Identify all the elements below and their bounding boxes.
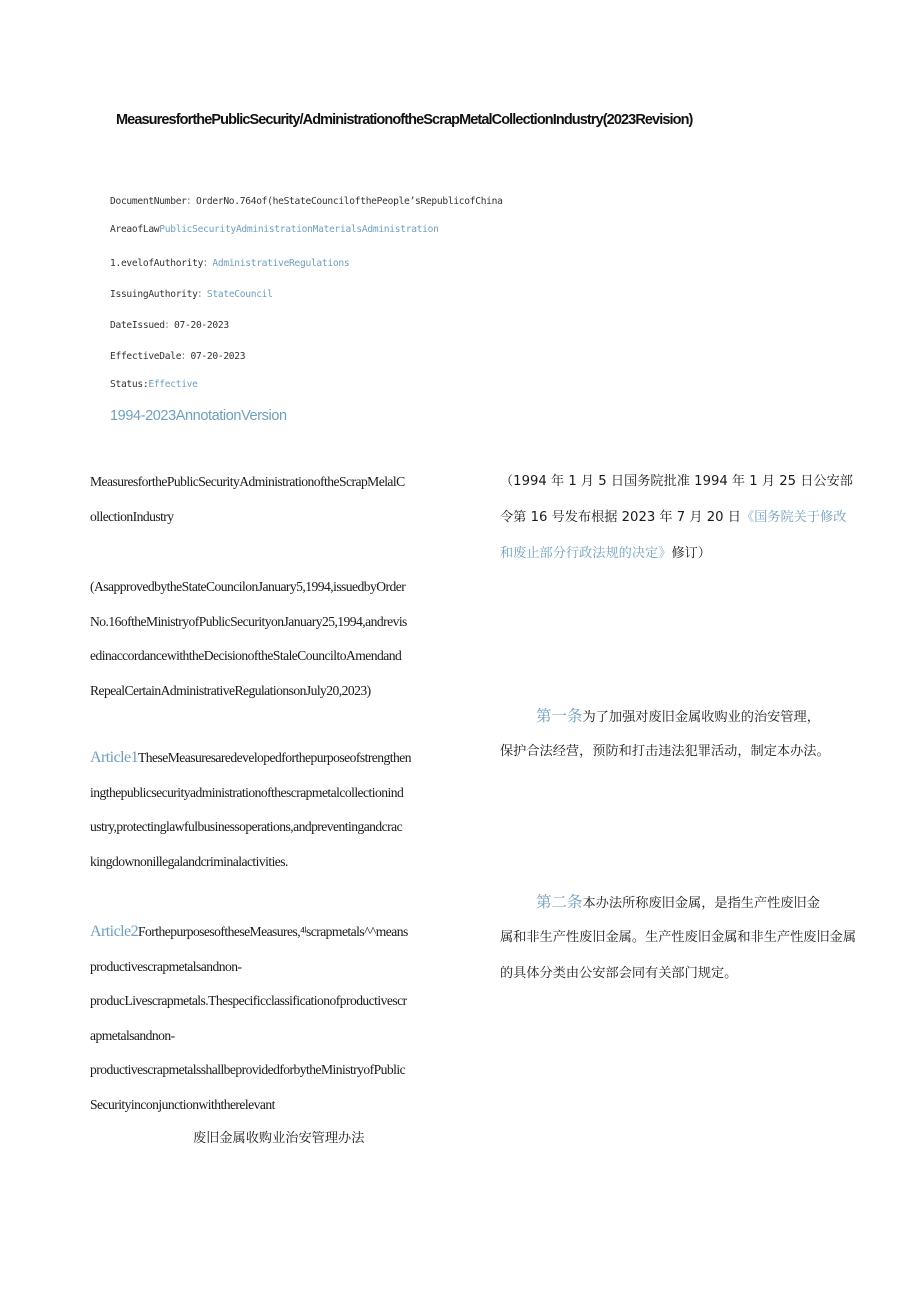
issuing-label: IssuingAuthority： bbox=[110, 289, 207, 300]
article-2-line: producLivescrapmetals.Thespecificclassificationofproductivescr bbox=[90, 993, 407, 1008]
level-link[interactable]: AdministrativeRegulations bbox=[212, 258, 350, 269]
chinese-note-line: （1994 年 1 月 5 日国务院批准 1994 年 1 月 25 日公安部 bbox=[500, 474, 853, 489]
article-1-line: TheseMeasuresaredevelopedforthepurposeofstrengthen bbox=[138, 750, 411, 765]
chinese-note-text: 修订） bbox=[671, 546, 711, 561]
level-label: 1.evelofAuthority： bbox=[110, 258, 213, 269]
chinese-decision-link[interactable]: 《国务院关于修改 bbox=[740, 510, 847, 525]
date-issued: DateIssued：07-20-2023 bbox=[110, 320, 229, 331]
english-note-line: RepealCertainAdministrativeRegulationsonJuly20,2023) bbox=[90, 682, 371, 698]
english-article-1 bbox=[90, 741, 488, 879]
level-of-authority bbox=[110, 255, 349, 269]
english-heading-line: MeasuresforthePublicSecurityAdministrationoftheScrapMelalC bbox=[90, 474, 405, 489]
effective-date: EffectiveDale：07-20-2023 bbox=[110, 351, 246, 362]
article-1-label[interactable]: Article1 bbox=[90, 749, 139, 766]
chinese-article-1-line: 保护合法经营，预防和打击违法犯罪活动，制定本办法。 bbox=[500, 744, 830, 759]
english-article-2 bbox=[90, 915, 488, 1122]
chinese-article-2-line: 属和非生产性废旧金属。生产性废旧金属和非生产性废旧金属 bbox=[500, 930, 857, 945]
article-2-line: ForthepurposesoftheseMeasures,⁴ˡscrapmetals^^means bbox=[138, 924, 408, 939]
article-2-line: productivescrapmetalsandnon- bbox=[90, 958, 242, 974]
english-note-line: edinaccordancewiththeDecisionoftheStaleCounciltoAmendand bbox=[90, 648, 402, 663]
article-1-line: kingdownonillegalandcriminalactivities. bbox=[90, 853, 288, 869]
area-of-law-label: AreaofLaw bbox=[110, 224, 160, 235]
status bbox=[110, 379, 198, 390]
article-2-label[interactable]: Article2 bbox=[90, 923, 139, 940]
page-footer-title: 废旧金属收购业治安管理办法 bbox=[193, 1131, 365, 1146]
issuing-link[interactable]: StateCouncil bbox=[206, 289, 273, 300]
article-2-line: Securityinconjunctionwiththerelevant bbox=[90, 1096, 275, 1112]
chinese-article-1-label[interactable]: 第一条 bbox=[536, 707, 583, 725]
english-note bbox=[90, 570, 488, 708]
page-title: MeasuresforthePublicSecurity/AdministrationoftheScrapMetalCollectionIndustry(2023Revision) bbox=[116, 112, 693, 128]
chinese-article-2-label[interactable]: 第二条 bbox=[536, 893, 583, 911]
article-2-line: apmetalsandnon- bbox=[90, 1027, 175, 1043]
article-1-line: ingthepublicsecurityadministrationofthescrapmetalcollectionind bbox=[90, 784, 404, 800]
english-heading bbox=[90, 465, 488, 534]
english-note-line: (AsapprovedbytheStateCouncilonJanuary5,1994,issuedbyOrder bbox=[90, 579, 406, 594]
status-label: Status: bbox=[110, 379, 149, 390]
chinese-decision-link[interactable]: 和废止部分行政法规的决定》 bbox=[500, 546, 672, 561]
english-note-line: No.16oftheMinistryofPublicSecurityonJanuary25,1994,andrevis bbox=[90, 613, 407, 629]
article-1-line: ustry,protectinglawfulbusinessoperations,andpreventingandcrac bbox=[90, 819, 403, 834]
chinese-note bbox=[500, 464, 900, 572]
issuing-authority bbox=[110, 286, 273, 300]
area-of-law-link[interactable]: PublicSecurityAdministrationMaterialsAdministration bbox=[159, 224, 439, 235]
chinese-article-2-line: 本办法所称废旧金属，是指生产性废旧金 bbox=[582, 896, 820, 911]
document-number: DocumentNumber：OrderNo.764of(heStateCouncilofthePeople’sRepublicofChina bbox=[110, 196, 503, 207]
english-heading-line: ollectionIndustry bbox=[90, 508, 174, 524]
chinese-note-text: 令第 16 号发布根据 2023 年 7 月 20 日 bbox=[500, 510, 741, 525]
annotation-version: 1994-2023AnnotationVersion bbox=[110, 408, 287, 424]
article-2-line: productivescrapmetalsshallbeprovidedforbytheMinistryofPublic bbox=[90, 1062, 406, 1077]
status-link[interactable]: Effective bbox=[148, 379, 198, 390]
chinese-article-1 bbox=[500, 698, 900, 770]
chinese-article-2-line: 的具体分类由公安部会同有关部门规定。 bbox=[500, 966, 738, 981]
chinese-article-2 bbox=[500, 884, 900, 992]
area-of-law bbox=[110, 224, 439, 235]
chinese-article-1-line: 为了加强对废旧金属收购业的治安管理， bbox=[582, 710, 820, 725]
